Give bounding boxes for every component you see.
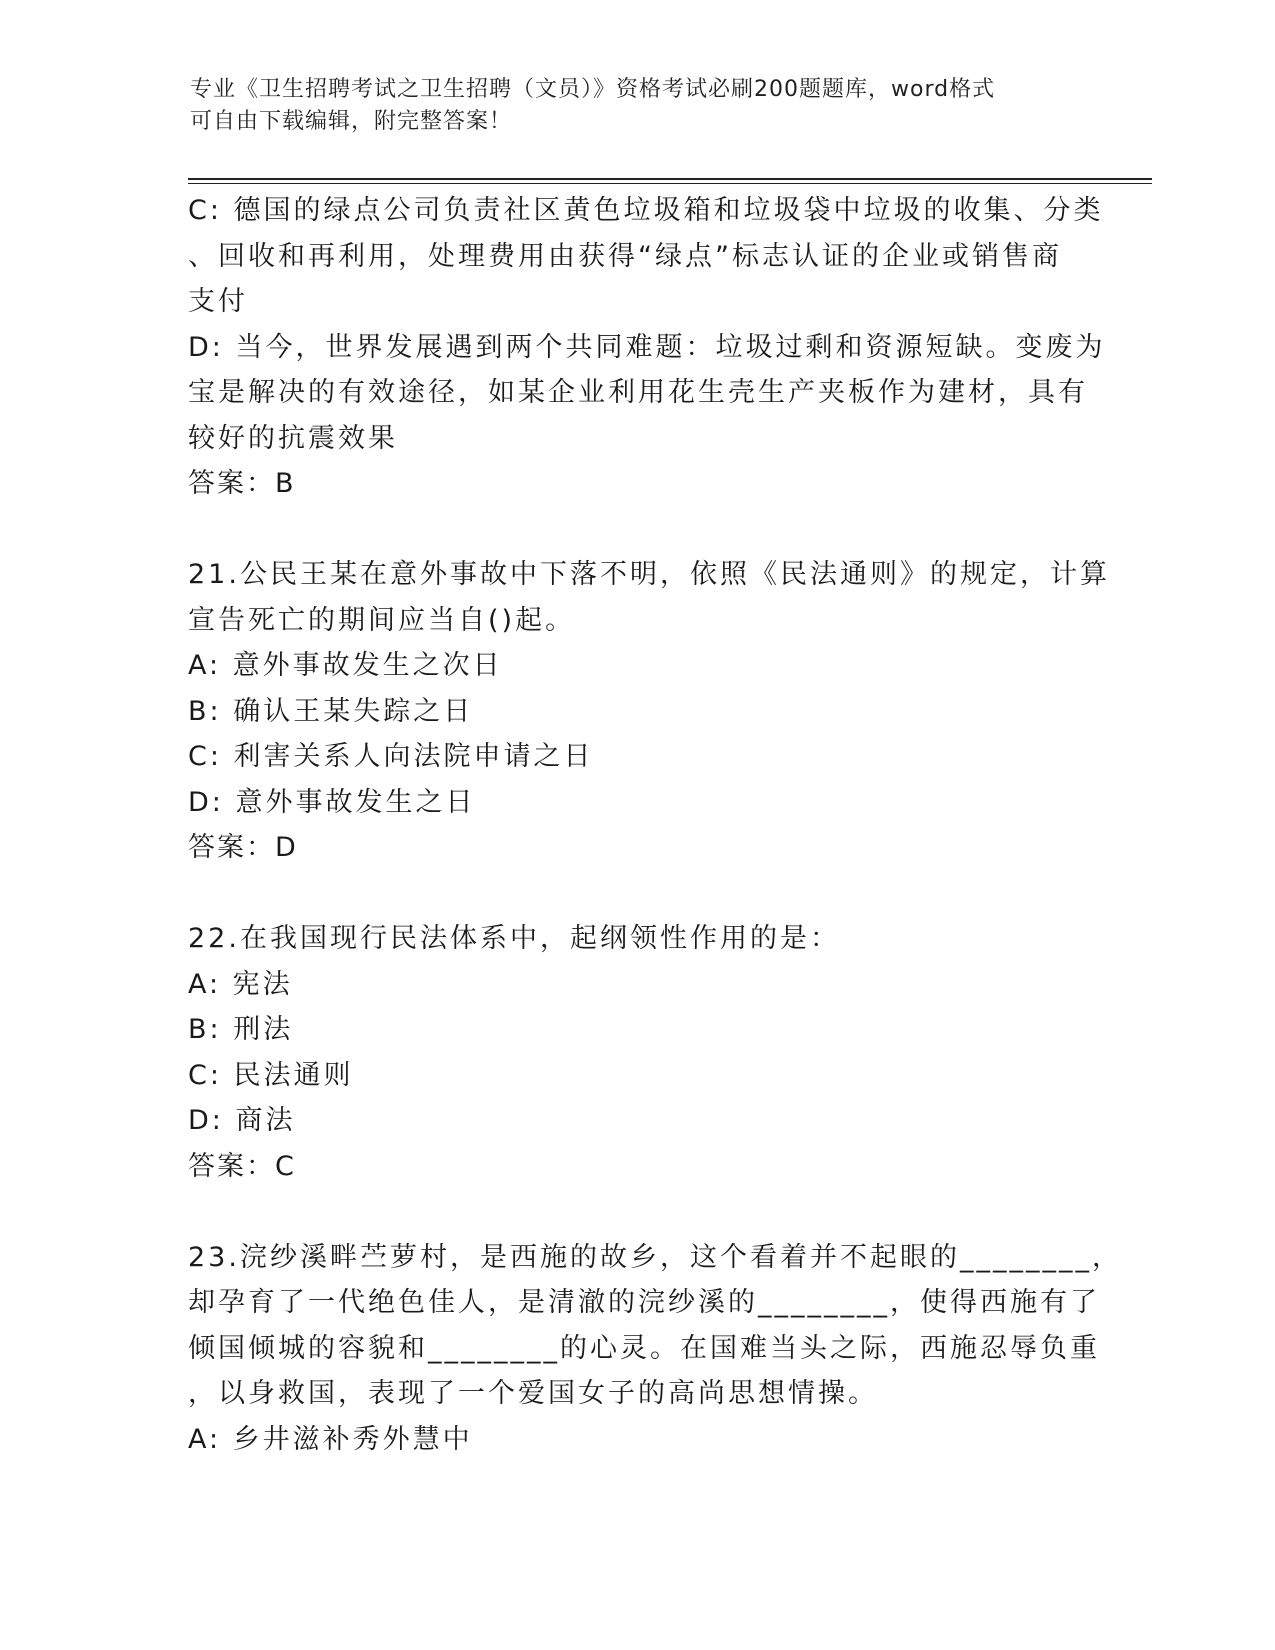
question-stem-line: 21.公民王某在意外事故中下落不明，依照《民法通则》的规定，计算 <box>188 559 1110 590</box>
header-divider-thick <box>188 178 1152 180</box>
question-stem-line: 却孕育了一代绝色佳人，是清澈的浣纱溪的________，使得西施有了 <box>188 1287 1100 1318</box>
answer-label: 答案：D <box>188 832 298 863</box>
question-23 <box>188 1235 1122 1463</box>
option-b: B: 刑法 <box>188 1014 294 1045</box>
question-stem-line: 宣告死亡的期间应当自()起。 <box>188 604 576 636</box>
question-stem-line: 22.在我国现行民法体系中，起纲领性作用的是： <box>188 923 840 954</box>
option-d-line: 较好的抗震效果 <box>188 422 398 454</box>
option-d: D: 商法 <box>188 1105 296 1136</box>
option-a: A: 乡井滋补秀外慧中 <box>188 1423 473 1455</box>
option-b: B: 确认王某失踪之日 <box>188 695 474 727</box>
option-d-line: 宝是解决的有效途径，如某企业利用花生壳生产夹板作为建材，具有 <box>188 377 1088 408</box>
spacer <box>188 507 1088 553</box>
header-line-2: 可自由下载编辑，附完整答案！ <box>190 109 513 134</box>
header-divider-thin <box>188 183 1152 184</box>
question-content <box>188 188 1122 1462</box>
question-20-tail <box>188 188 1106 507</box>
spacer <box>188 1189 1088 1235</box>
question-21 <box>188 552 1110 871</box>
option-c-line: 、回收和再利用，处理费用由获得“绿点”标志认证的企业或销售商 <box>188 240 1062 272</box>
option-c: C: 利害关系人向法院申请之日 <box>188 741 594 772</box>
answer-label: 答案：B <box>188 468 296 499</box>
option-c: C: 民法通则 <box>188 1059 354 1091</box>
option-a: A: 宪法 <box>188 968 293 1000</box>
answer-label: 答案：C <box>188 1150 296 1182</box>
option-d-line: D: 当今，世界发展遇到两个共同难题：垃圾过剩和资源短缺。变废为 <box>188 331 1106 363</box>
question-stem-line: 倾国倾城的容貌和________的心灵。在国难当头之际，西施忍辱负重 <box>188 1332 1100 1364</box>
option-c-line: 支付 <box>188 286 248 317</box>
option-a: A: 意外事故发生之次日 <box>188 650 503 681</box>
question-stem-line: ，以身救国，表现了一个爱国女子的高尚思想情操。 <box>188 1378 878 1409</box>
question-stem-line: 23.浣纱溪畔苎萝村，是西施的故乡，这个看着并不起眼的________， <box>188 1241 1122 1273</box>
header-line-1: 专业《卫生招聘考试之卫生招聘（文员）》资格考试必刷200题题库，word格式 <box>190 77 996 102</box>
question-22 <box>188 916 1088 1189</box>
document-header <box>190 74 1070 138</box>
option-c-line: C: 德国的绿点公司负责社区黄色垃圾箱和垃圾袋中垃圾的收集、分类 <box>188 195 1104 226</box>
option-d: D: 意外事故发生之日 <box>188 786 476 818</box>
spacer <box>188 871 1088 917</box>
